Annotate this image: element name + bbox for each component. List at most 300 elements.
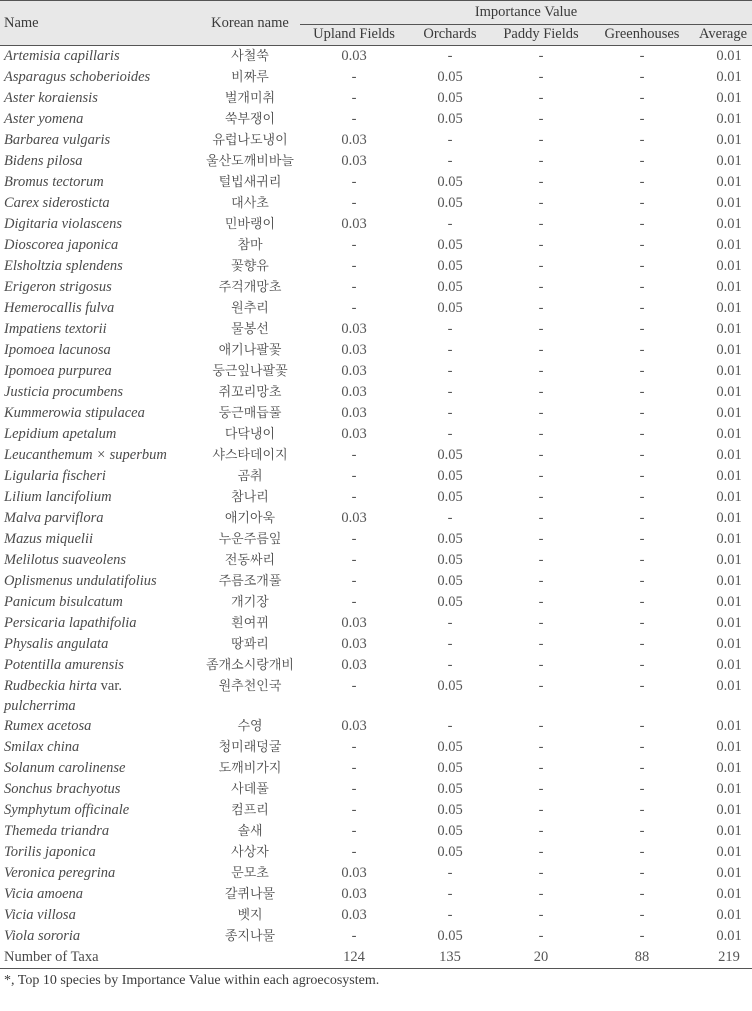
total-average: 219 (694, 947, 752, 969)
paddy-value: - (538, 657, 544, 673)
column-header-greenhouses: Greenhouses (590, 24, 694, 45)
table-row (0, 550, 752, 571)
upland-value: - (351, 90, 357, 106)
upland-value: - (351, 174, 357, 190)
korean-name: 민바랭이 (224, 217, 276, 232)
table-row (0, 613, 752, 634)
paddy-value: - (538, 447, 544, 463)
orchards-value: 0.05 (437, 69, 463, 85)
greenhouses-value: - (639, 300, 645, 316)
average-value: 0.01 (716, 468, 742, 484)
table-row (0, 863, 752, 884)
average-value: 0.01 (716, 300, 742, 316)
korean-name: 흰여뀌 (231, 616, 269, 631)
korean-name: 사철쑥 (231, 49, 269, 64)
table-row (0, 193, 752, 214)
average-value: 0.01 (716, 69, 742, 85)
orchards-value: - (447, 405, 453, 421)
greenhouses-value: - (639, 447, 645, 463)
greenhouses-value: - (639, 739, 645, 755)
average-value: 0.01 (716, 802, 742, 818)
species-name (0, 821, 200, 842)
average-value: 0.01 (716, 405, 742, 421)
species-name-text: Oplismenus undulatifolius (4, 573, 157, 589)
greenhouses-value: - (639, 886, 645, 902)
species-name (0, 487, 200, 508)
average-value: 0.01 (716, 928, 742, 944)
average-value: 0.01 (716, 426, 742, 442)
species-name-text: Kummerowia stipulacea (4, 405, 145, 421)
table-row (0, 361, 752, 382)
species-name-text: Potentilla amurensis (4, 657, 124, 673)
species-name-text: Torilis japonica (4, 844, 96, 860)
upland-value: 0.03 (341, 132, 367, 148)
upland-value: - (351, 739, 357, 755)
species-name (0, 508, 200, 529)
upland-value: 0.03 (341, 907, 367, 923)
upland-value: - (351, 678, 357, 694)
orchards-value: - (447, 718, 453, 734)
average-value: 0.01 (716, 552, 742, 568)
table-row (0, 256, 752, 277)
upland-value: - (351, 195, 357, 211)
species-name (0, 214, 200, 235)
table-row (0, 737, 752, 758)
paddy-value: - (538, 216, 544, 232)
paddy-value: - (538, 760, 544, 776)
paddy-value: - (538, 468, 544, 484)
species-name-text: Persicaria lapathifolia (4, 615, 137, 631)
average-value: 0.01 (716, 718, 742, 734)
orchards-value: - (447, 342, 453, 358)
species-name (0, 613, 200, 634)
upland-value: 0.03 (341, 865, 367, 881)
paddy-value: - (538, 552, 544, 568)
upland-value: - (351, 237, 357, 253)
greenhouses-value: - (639, 678, 645, 694)
paddy-value: - (538, 69, 544, 85)
upland-value: - (351, 531, 357, 547)
korean-name: 누운주름잎 (218, 532, 282, 547)
average-value: 0.01 (716, 510, 742, 526)
species-name-text: Hemerocallis fulva (4, 300, 115, 316)
orchards-value: 0.05 (437, 678, 463, 694)
paddy-value: - (538, 615, 544, 631)
table-row (0, 235, 752, 256)
species-name-text: Lilium lancifolium (4, 489, 112, 505)
average-value: 0.01 (716, 342, 742, 358)
orchards-value: 0.05 (437, 781, 463, 797)
korean-name: 애기나팔꽃 (218, 343, 282, 358)
average-value: 0.01 (716, 781, 742, 797)
total-row (0, 947, 752, 969)
species-name (0, 800, 200, 821)
paddy-value: - (538, 426, 544, 442)
upland-value: - (351, 468, 357, 484)
korean-name: 원추리 (231, 301, 269, 316)
column-header-orchards: Orchards (408, 24, 492, 45)
table-row (0, 214, 752, 235)
species-name-text: Veronica peregrina (4, 865, 116, 881)
species-name-line2: pulcherrima (4, 698, 76, 714)
upland-value: 0.03 (341, 636, 367, 652)
paddy-value: - (538, 384, 544, 400)
greenhouses-value: - (639, 384, 645, 400)
orchards-value: 0.05 (437, 531, 463, 547)
species-name-text: Smilax china (4, 739, 80, 755)
upland-value: - (351, 111, 357, 127)
species-name (0, 758, 200, 779)
upland-value: - (351, 279, 357, 295)
table-row (0, 88, 752, 109)
table-row (0, 571, 752, 592)
species-name (0, 926, 200, 947)
orchards-value: - (447, 657, 453, 673)
table-row (0, 466, 752, 487)
orchards-value: 0.05 (437, 447, 463, 463)
column-header-paddy-fields: Paddy Fields (492, 24, 590, 45)
upland-value: 0.03 (341, 510, 367, 526)
upland-value: 0.03 (341, 886, 367, 902)
upland-value: 0.03 (341, 216, 367, 232)
upland-value: - (351, 823, 357, 839)
korean-name: 땅꽈리 (231, 637, 269, 652)
table-row (0, 592, 752, 613)
species-name-text: Mazus miquelii (4, 531, 94, 547)
total-orchards: 135 (408, 947, 492, 969)
orchards-value: 0.05 (437, 90, 463, 106)
species-name-text: Digitaria violascens (4, 216, 123, 232)
greenhouses-value: - (639, 132, 645, 148)
species-name-text: Leucanthemum × superbum (4, 447, 167, 463)
greenhouses-value: - (639, 489, 645, 505)
average-value: 0.01 (716, 321, 742, 337)
paddy-value: - (538, 802, 544, 818)
orchards-value: - (447, 907, 453, 923)
orchards-value: 0.05 (437, 928, 463, 944)
table-row (0, 800, 752, 821)
table-row (0, 926, 752, 947)
average-value: 0.01 (716, 153, 742, 169)
upland-value: - (351, 300, 357, 316)
paddy-value: - (538, 237, 544, 253)
greenhouses-value: - (639, 468, 645, 484)
table-row (0, 779, 752, 800)
species-name (0, 634, 200, 655)
total-paddy: 20 (492, 947, 590, 969)
korean-name: 꽃향유 (231, 259, 269, 274)
column-header-name: Name (0, 1, 200, 46)
korean-name: 좀개소시랑개비 (206, 658, 294, 673)
korean-name: 벌개미취 (224, 91, 276, 106)
greenhouses-value: - (639, 615, 645, 631)
column-group-importance-value: Importance Value (300, 1, 752, 25)
upland-value: - (351, 489, 357, 505)
greenhouses-value: - (639, 195, 645, 211)
orchards-value: 0.05 (437, 237, 463, 253)
paddy-value: - (538, 363, 544, 379)
greenhouses-value: - (639, 718, 645, 734)
greenhouses-value: - (639, 781, 645, 797)
species-name-text: Rudbeckia hirta (4, 678, 98, 694)
upland-value: - (351, 258, 357, 274)
korean-name: 청미래덩굴 (218, 740, 282, 755)
paddy-value: - (538, 300, 544, 316)
greenhouses-value: - (639, 573, 645, 589)
orchards-value: 0.05 (437, 823, 463, 839)
greenhouses-value: - (639, 321, 645, 337)
korean-name: 울산도깨비바늘 (206, 154, 294, 169)
greenhouses-value: - (639, 928, 645, 944)
upland-value: - (351, 447, 357, 463)
species-name (0, 424, 200, 445)
orchards-value: - (447, 886, 453, 902)
korean-name: 전동싸리 (224, 553, 276, 568)
upland-value: 0.03 (341, 405, 367, 421)
upland-value: - (351, 760, 357, 776)
average-value: 0.01 (716, 594, 742, 610)
orchards-value: - (447, 216, 453, 232)
paddy-value: - (538, 781, 544, 797)
species-name-text: Elsholtzia splendens (4, 258, 123, 274)
paddy-value: - (538, 153, 544, 169)
species-name-text: Justicia procumbens (4, 384, 124, 400)
average-value: 0.01 (716, 48, 742, 64)
orchards-value: - (447, 48, 453, 64)
species-name-text: Erigeron strigosus (4, 279, 112, 295)
table-footnote: *, Top 10 species by Importance Value within each agroecosystem. (4, 973, 380, 988)
average-value: 0.01 (716, 823, 742, 839)
species-name (0, 905, 200, 926)
upland-value: - (351, 552, 357, 568)
korean-name: 참나리 (231, 490, 269, 505)
upland-value: 0.03 (341, 321, 367, 337)
species-name (0, 737, 200, 758)
korean-name: 샤스타데이지 (212, 448, 288, 463)
greenhouses-value: - (639, 69, 645, 85)
total-korean-empty (200, 947, 300, 969)
orchards-value: 0.05 (437, 739, 463, 755)
paddy-value: - (538, 258, 544, 274)
greenhouses-value: - (639, 657, 645, 673)
table-row (0, 424, 752, 445)
species-name (0, 716, 200, 737)
column-header-korean-name: Korean name (200, 1, 300, 46)
upland-value: 0.03 (341, 48, 367, 64)
upland-value: 0.03 (341, 342, 367, 358)
upland-value: 0.03 (341, 153, 367, 169)
table-row (0, 884, 752, 905)
paddy-value: - (538, 823, 544, 839)
species-name-rank: var. (97, 678, 122, 694)
species-name-text: Themeda triandra (4, 823, 110, 839)
species-name-text: Malva parviflora (4, 510, 104, 526)
paddy-value: - (538, 886, 544, 902)
korean-name: 털빕새귀리 (218, 175, 282, 190)
greenhouses-value: - (639, 510, 645, 526)
average-value: 0.01 (716, 636, 742, 652)
orchards-value: 0.05 (437, 802, 463, 818)
korean-name: 컴프리 (231, 803, 269, 818)
average-value: 0.01 (716, 907, 742, 923)
species-name (0, 46, 200, 68)
average-value: 0.01 (716, 132, 742, 148)
species-name (0, 109, 200, 130)
paddy-value: - (538, 90, 544, 106)
orchards-value: 0.05 (437, 111, 463, 127)
orchards-value: 0.05 (437, 489, 463, 505)
greenhouses-value: - (639, 90, 645, 106)
korean-name: 유럽나도냉이 (212, 133, 288, 148)
species-name-text: Aster yomena (4, 111, 84, 127)
paddy-value: - (538, 844, 544, 860)
orchards-value: 0.05 (437, 258, 463, 274)
column-header-average: Average (694, 24, 752, 45)
orchards-value: - (447, 132, 453, 148)
korean-name: 사데풀 (231, 782, 269, 797)
greenhouses-value: - (639, 237, 645, 253)
table-row (0, 676, 752, 716)
orchards-value: 0.05 (437, 573, 463, 589)
species-name (0, 550, 200, 571)
korean-name: 둥근잎나팔꽃 (212, 364, 288, 379)
upland-value: 0.03 (341, 363, 367, 379)
species-name-text: Ligularia fischeri (4, 468, 106, 484)
korean-name: 다닥냉이 (224, 427, 276, 442)
korean-name: 곰취 (237, 469, 263, 484)
average-value: 0.01 (716, 384, 742, 400)
paddy-value: - (538, 48, 544, 64)
average-value: 0.01 (716, 739, 742, 755)
upland-value: 0.03 (341, 615, 367, 631)
paddy-value: - (538, 195, 544, 211)
species-name (0, 298, 200, 319)
average-value: 0.01 (716, 844, 742, 860)
paddy-value: - (538, 342, 544, 358)
orchards-value: - (447, 363, 453, 379)
table-row (0, 821, 752, 842)
orchards-value: - (447, 426, 453, 442)
average-value: 0.01 (716, 531, 742, 547)
orchards-value: - (447, 615, 453, 631)
greenhouses-value: - (639, 405, 645, 421)
table-row (0, 487, 752, 508)
orchards-value: - (447, 510, 453, 526)
table-header (0, 1, 752, 46)
orchards-value: - (447, 384, 453, 400)
average-value: 0.01 (716, 363, 742, 379)
greenhouses-value: - (639, 174, 645, 190)
average-value: 0.01 (716, 216, 742, 232)
upland-value: 0.03 (341, 718, 367, 734)
korean-name: 문모초 (231, 866, 269, 881)
korean-name: 참마 (237, 238, 263, 253)
table-row (0, 655, 752, 676)
orchards-value: - (447, 865, 453, 881)
korean-name: 원추천인국 (218, 679, 282, 694)
paddy-value: - (538, 531, 544, 547)
species-name-text: Solanum carolinense (4, 760, 126, 776)
average-value: 0.01 (716, 678, 742, 694)
upland-value: - (351, 573, 357, 589)
upland-value: 0.03 (341, 384, 367, 400)
species-name-text: Bromus tectorum (4, 174, 104, 190)
orchards-value: 0.05 (437, 594, 463, 610)
species-name (0, 235, 200, 256)
paddy-value: - (538, 678, 544, 694)
species-name (0, 592, 200, 613)
korean-name: 주름조개풀 (218, 574, 282, 589)
average-value: 0.01 (716, 760, 742, 776)
paddy-value: - (538, 321, 544, 337)
species-name (0, 361, 200, 382)
average-value: 0.01 (716, 279, 742, 295)
orchards-value: - (447, 153, 453, 169)
greenhouses-value: - (639, 865, 645, 881)
paddy-value: - (538, 573, 544, 589)
upland-value: 0.03 (341, 426, 367, 442)
greenhouses-value: - (639, 279, 645, 295)
orchards-value: 0.05 (437, 174, 463, 190)
paddy-value: - (538, 739, 544, 755)
table-row (0, 758, 752, 779)
average-value: 0.01 (716, 489, 742, 505)
species-name-text: Aster koraiensis (4, 90, 98, 106)
upland-value: - (351, 928, 357, 944)
orchards-value: 0.05 (437, 279, 463, 295)
korean-name: 물봉선 (231, 322, 269, 337)
average-value: 0.01 (716, 447, 742, 463)
korean-name: 벳지 (237, 908, 263, 923)
species-name-text: Panicum bisulcatum (4, 594, 123, 610)
greenhouses-value: - (639, 531, 645, 547)
species-name-text: Viola sororia (4, 928, 81, 944)
total-label: Number of Taxa (0, 947, 200, 969)
species-name-text: Barbarea vulgaris (4, 132, 111, 148)
orchards-value: 0.05 (437, 300, 463, 316)
species-name (0, 88, 200, 109)
orchards-value: 0.05 (437, 195, 463, 211)
paddy-value: - (538, 174, 544, 190)
species-name (0, 382, 200, 403)
table-row (0, 634, 752, 655)
upland-value: - (351, 844, 357, 860)
korean-name: 솔새 (237, 824, 263, 839)
total-greenhouses: 88 (590, 947, 694, 969)
table-row (0, 130, 752, 151)
table-row (0, 508, 752, 529)
species-name (0, 130, 200, 151)
table-row (0, 109, 752, 130)
greenhouses-value: - (639, 594, 645, 610)
korean-name: 종지나물 (224, 929, 276, 944)
korean-name: 도깨비가지 (218, 761, 282, 776)
table-row (0, 172, 752, 193)
species-name (0, 151, 200, 172)
greenhouses-value: - (639, 48, 645, 64)
greenhouses-value: - (639, 552, 645, 568)
average-value: 0.01 (716, 195, 742, 211)
table-row (0, 46, 752, 68)
species-name-text: Melilotus suaveolens (4, 552, 127, 568)
species-name-text: Ipomoea purpurea (4, 363, 112, 379)
upland-value: 0.03 (341, 657, 367, 673)
orchards-value: 0.05 (437, 844, 463, 860)
species-name (0, 67, 200, 88)
paddy-value: - (538, 132, 544, 148)
total-upland: 124 (300, 947, 408, 969)
korean-name: 둥근매듭풀 (218, 406, 282, 421)
